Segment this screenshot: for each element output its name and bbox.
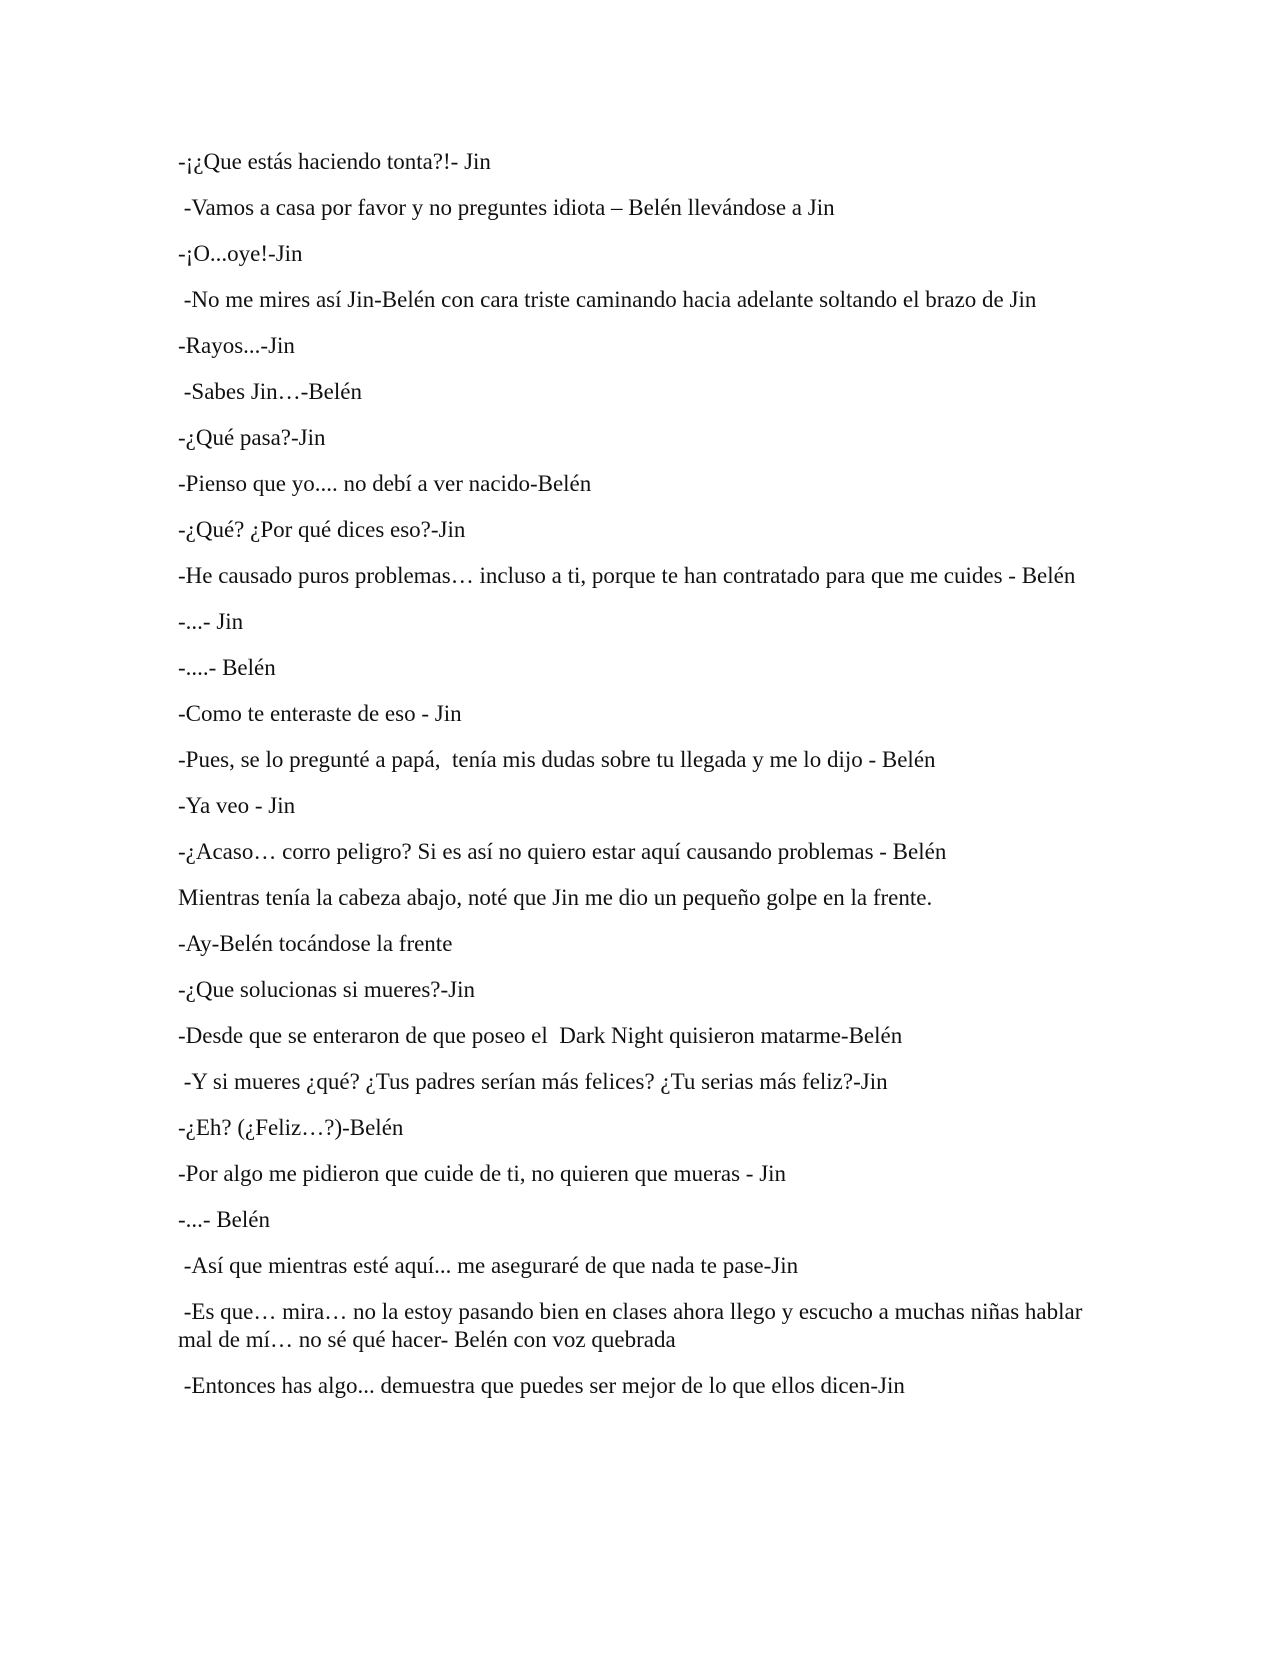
paragraph: -...- Belén [178, 1207, 270, 1232]
paragraph: -Como te enteraste de eso - Jin [178, 701, 462, 726]
paragraph: -Sabes Jin…-Belén [178, 379, 362, 404]
paragraph: -Ya veo - Jin [178, 793, 296, 818]
paragraph: -Vamos a casa por favor y no preguntes idiota – Belén llevándose a Jin [178, 195, 835, 220]
paragraph: -No me mires así Jin-Belén con cara triste caminando hacia adelante soltando el brazo de Jin [178, 287, 1037, 312]
paragraph: -Entonces has algo... demuestra que puedes ser mejor de lo que ellos dicen-Jin [178, 1373, 905, 1398]
paragraph: -¿Eh? (¿Feliz…?)-Belén [178, 1115, 404, 1140]
paragraph: -¿Qué pasa?-Jin [178, 425, 326, 450]
paragraph: -Y si mueres ¿qué? ¿Tus padres serían más felices? ¿Tu serias más feliz?-Jin [178, 1069, 888, 1094]
paragraph: -Por algo me pidieron que cuide de ti, no quieren que mueras - Jin [178, 1161, 787, 1186]
paragraph: -Pienso que yo.... no debí a ver nacido-Belén [178, 471, 592, 496]
paragraph: -¡¿Que estás haciendo tonta?!- Jin [178, 149, 491, 174]
paragraph: -¿Que solucionas si mueres?-Jin [178, 977, 476, 1002]
paragraph: Mientras tenía la cabeza abajo, noté que Jin me dio un pequeño golpe en la frente. [178, 885, 933, 910]
paragraph: -Pues, se lo pregunté a papá, tenía mis dudas sobre tu llegada y me lo dijo - Belén [178, 747, 936, 772]
paragraph: -¡O...oye!-Jin [178, 241, 303, 266]
paragraph: -He causado puros problemas… incluso a ti, porque te han contratado para que me cuides - Belén [178, 563, 1076, 588]
paragraph: -¿Qué? ¿Por qué dices eso?-Jin [178, 517, 466, 542]
paragraph: -Es que… mira… no la estoy pasando bien en clases ahora llego y escucho a muchas niñas hablar mal de mí… no sé qué hacer- Belén con voz quebrada [178, 1299, 1089, 1352]
paragraph: -¿Acaso… corro peligro? Si es así no quiero estar aquí causando problemas - Belén [178, 839, 947, 864]
paragraph: -Así que mientras esté aquí... me aseguraré de que nada te pase-Jin [178, 1253, 799, 1278]
dialogue-text-block [178, 148, 1108, 1418]
paragraph: -Rayos...-Jin [178, 333, 295, 358]
paragraph: -Desde que se enteraron de que poseo el Dark Night quisieron matarme-Belén [178, 1023, 903, 1048]
paragraph: -...- Jin [178, 609, 244, 634]
paragraph: -....- Belén [178, 655, 276, 680]
paragraph: -Ay-Belén tocándose la frente [178, 931, 453, 956]
